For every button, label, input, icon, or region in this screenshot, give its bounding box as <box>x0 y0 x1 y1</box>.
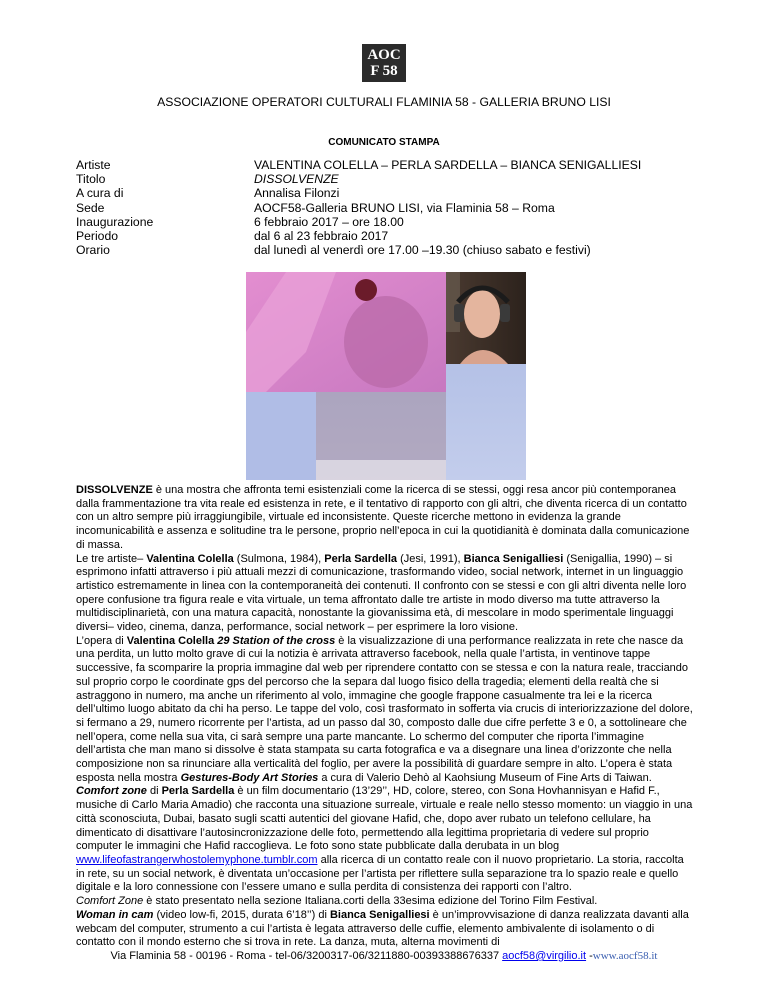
text-run: (Jesi, 1991), <box>397 552 464 565</box>
organization-title: ASSOCIAZIONE OPERATORI CULTURALI FLAMINIA 58 - GALLERIA BRUNO LISI <box>157 95 611 109</box>
text-run: (video low-fi, 2015, durata 6’18’’) di <box>153 908 330 921</box>
press-release-body <box>76 484 694 950</box>
text-run: è la visualizzazione di una performance realizzata in rete che nasce da una perdita, un lutto molto grave di cui la notizia è arrivata attraverso facebook, nella quale l’artista, in ventinove tappe successive, fa scomparire la propria immagine dal web per riprendere contatto con se stessa e con la natura reale, tracciando sul proprio corpo le coordinate gps del percorso che la separa dal luogo fisico della tragedia; elementi della realtà che si astraggono in numero, ma anche un riferimento al volo, immagine che google frappone casualmente tra lei e la ricerca dell’ultimo luogo abitato da chi ha perso. Le tappe del volo, così trasformato in sofferta via crucis di interiorizzazione del dolore, si fermano a 29, numero ricorrente per l’artista, ad un passo dal 30, composto dalle due cifre perfette 3 e 0, a sottolineare che nell’opera, come nella sua vita, ci sarà sempre una parte mancante. Lo schermo del computer che riporta l’immagine dell’artista che man mano si dissolve è stata stampata su carta fotografica e va a disegnare una linea d’orizzonte che nella composizione non sa rinunciare alla verticalità del foglio, per avere la possibilità di guardare sempre in alto. L’opera è stata esposta nella mostra <box>76 634 693 784</box>
footer-address: Via Flaminia 58 - 00196 - Roma - tel-06/3200317-06/3211880-00393388676337 <box>110 950 503 962</box>
artist-name: Valentina Colella <box>146 552 234 565</box>
work-title: Comfort zone <box>76 785 147 798</box>
info-value: VALENTINA COLELLA – PERLA SARDELLA – BIANCA SENIGALLIESI <box>254 158 642 172</box>
text-run: è stato presentato nella sezione Italiana.corti della 33esima edizione del Torino Film Festival. <box>143 895 598 908</box>
paragraph-intro <box>76 484 694 553</box>
text-run: Le tre artiste– <box>76 552 147 565</box>
paragraph-artists <box>76 553 694 635</box>
info-label: Periodo <box>76 229 119 244</box>
info-label: A cura di <box>76 186 124 201</box>
info-label: Inaugurazione <box>76 214 154 229</box>
work-title: Woman in cam <box>76 908 154 921</box>
artist-name: Valentina Colella <box>126 634 215 647</box>
text-run: di <box>146 785 162 798</box>
text-run: è un’improvvisazione di danza realizzata davanti alla webcam del computer, strumento a cui l’artista è legata attraverso delle cuffie, elemento ambivalente di isolamento o di contatto con il mondo esterno che si trova in rete. La danza, muta, alterna movimenti di <box>76 908 689 949</box>
info-value: DISSOLVENZE <box>254 172 339 187</box>
info-row-artists <box>76 158 641 172</box>
info-label: Orario <box>76 243 110 258</box>
text-run: (Sulmona, 1984), <box>233 552 325 565</box>
info-value: dal 6 al 23 febbraio 2017 <box>254 229 389 244</box>
info-row-venue <box>76 201 641 215</box>
exhibition-title: Gestures-Body Art Stories <box>180 771 319 784</box>
paragraph-colella <box>76 635 694 786</box>
info-label: Sede <box>76 200 105 215</box>
logo-line-2: F 58 <box>370 63 398 79</box>
text-run: è una mostra che affronta temi esistenziali come la ricerca di se stessi, oggi resa ancor più contemporanea dalla frammentazione tra vita reale ed esistenza in rete, e il tentativo di rapporto con gli altri, che diventa ricerca di un contatto con un altro sempre più irraggiungibile, virtuale ed inconsistente. Queste ricerche mettono in evidenza la grande incomunicabilità e assenza e solitudine tra le persone, proprio nell’epoca in cui la quotidianità è dominata dalla comunicazione di massa. <box>76 484 690 551</box>
info-label: Artiste <box>76 158 111 172</box>
artist-name: Perla Sardella <box>161 785 235 798</box>
work-title: Comfort Zone <box>76 895 144 908</box>
footer-email-link[interactable]: aocf58@virgilio.it <box>502 950 587 962</box>
blog-link[interactable]: www.lifeofastrangerwhostolemyphone.tumblr.com <box>76 853 318 866</box>
artist-name: Perla Sardella <box>324 552 398 565</box>
footer-contacts <box>0 950 768 962</box>
footer-website-link[interactable]: www.aocf58.it <box>592 950 658 962</box>
logo-line-1: AOC <box>367 47 401 63</box>
text-run: è un film documentario (13’29’’, HD, colore, stereo, con Sona Hovhannisyan e Hafid F., musiche di Carlo Maria Amadio) che racconta una situazione surreale, virtuale e reale nello stesso momento: un viaggio in una città sconosciuta, Dubai, basato sugli scatti autentici del giovane Hafid, che, dopo aver rubato un telefono cellulare, ha dimenticato di disattivare l’autosincronizzazione delle foto, permettendo alla legittima proprietaria di vedere sul proprio computer le immagini che Hafid raccoglieva. Le foto sono state pubblicate dalla derubata in un blog <box>76 785 693 853</box>
info-row-opening <box>76 215 641 229</box>
text-run: (Senigallia, 1990) – si esprimono infatti attraverso i più attuali mezzi di comunicazione, trasformando video, social network, internet in un linguaggio artistico estremamente in linea con la contemporaneità dei contenuti. Il confronto con se stessi e con gli altri diventa nelle loro opere confusione tra figura reale e vita virtuale, un tema affrontato dalle tre artiste in modo diverso ma tutte attraverso la multidisciplinarietà, con una matura capacità, nonostante la giovanissima età, di mescolare in modo sperimentale linguaggi diversi– video, cinema, danza, performance, social network – per esprimere la loro visione. <box>76 552 687 634</box>
text-run: alla ricerca di un contatto reale con il nuovo proprietario. La storia, raccolta in rete, su un social network, è diventata un’occasione per l’artista per riflettere sulla separazione tra lo spazio reale e quello digitale e la loro connessione con l’essere umano e sulla perdita di consistenza dei rapporti con l’altro. <box>76 853 684 894</box>
artist-name: Bianca Senigalliesi <box>329 908 430 921</box>
text-run: L’opera di <box>76 634 127 647</box>
info-row-curator <box>76 186 641 200</box>
info-value: 6 febbraio 2017 – ore 18.00 <box>254 214 404 229</box>
info-row-period <box>76 229 641 243</box>
collage-graphic <box>246 272 526 480</box>
exhibition-name: DISSOLVENZE <box>76 484 153 496</box>
footer-separator: - <box>586 950 593 962</box>
paragraph-senigalliesi <box>76 909 694 950</box>
info-row-title <box>76 172 641 186</box>
aocf58-logo <box>362 44 406 82</box>
artist-name: Bianca Senigalliesi <box>463 552 564 565</box>
info-value: Annalisa Filonzi <box>254 186 340 201</box>
info-label: Titolo <box>76 172 106 187</box>
text-run: a cura di Valerio Dehò al Kaohsiung Museum of Fine Arts di Taiwan. <box>318 771 652 784</box>
paragraph-sardella <box>76 785 694 908</box>
work-title: 29 Station of the cross <box>217 634 336 647</box>
event-info-table <box>76 158 641 257</box>
info-value: dal lunedì al venerdì ore 17.00 –19.30 (chiuso sabato e festivi) <box>254 243 591 258</box>
press-release-label: COMUNICATO STAMPA <box>328 137 440 148</box>
info-value: AOCF58-Galleria BRUNO LISI, via Flaminia 58 – Roma <box>254 200 555 215</box>
exhibition-collage-image <box>246 272 526 480</box>
info-row-hours <box>76 243 641 257</box>
